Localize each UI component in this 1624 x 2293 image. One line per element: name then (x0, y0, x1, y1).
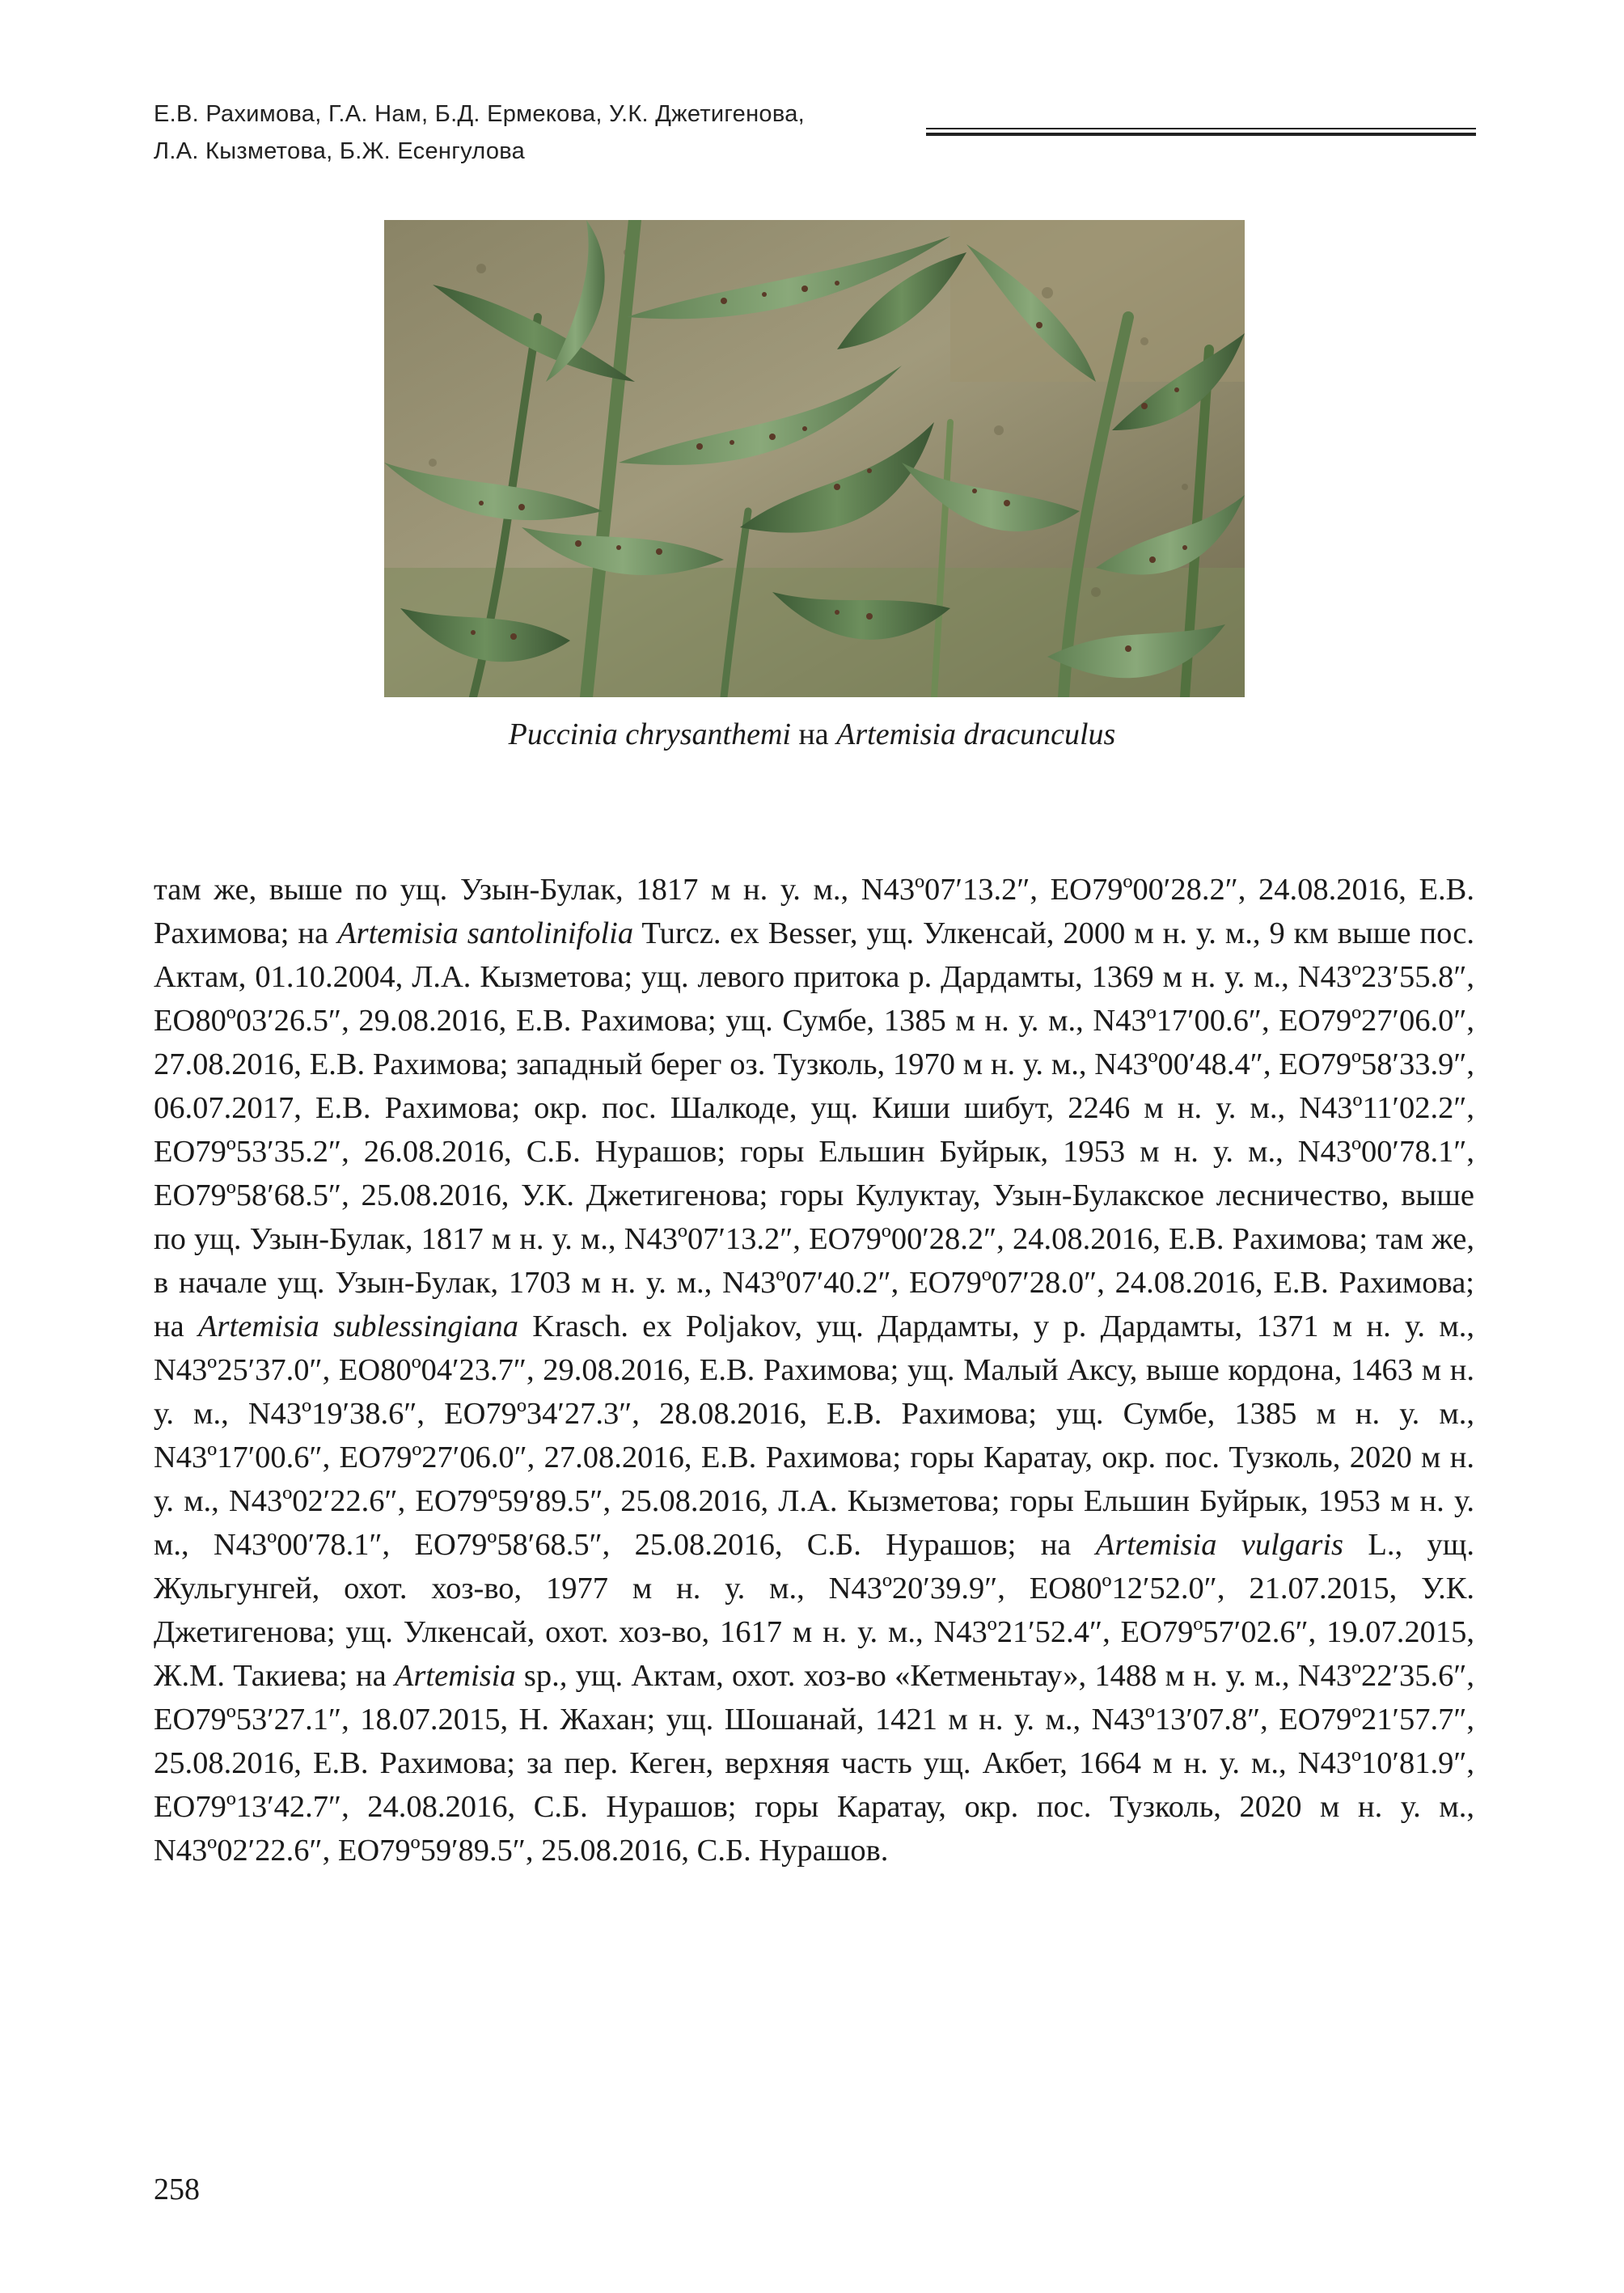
page-number: 258 (154, 2172, 200, 2206)
caption-preposition: на (790, 717, 837, 751)
authors-line-1: Е.В. Рахимова, Г.А. Нам, Б.Д. Ермекова, У.К. Джетигенова, (154, 101, 805, 127)
specimen-records-paragraph (154, 868, 1474, 1872)
authors-line-2: Л.А. Кызметова, Б.Ж. Есенгулова (154, 138, 526, 164)
text-segment: ущ. Актам, охот. хоз-во «Кетменьтау», 1488 м н. у. м., N43º22′35.6″, ЕО79º53′27.1″, 18.07.2015, Н. Жахан; ущ. Шошанай, 1421 м н. у. м., N43º13′07.8″, ЕО79º21′57.7″, 25.08.2016, Е.В. Рахимова; за пер. Кеген, верхняя часть ущ. Акбет, 1664 м н. у. м., N43º10′81.9″, ЕО79º13′42.7″, 24.08.2016, С.Б. Нурашов; горы Каратау, окр. пос. Тузколь, 2020 м н. у. м., N43º02′22.6″, ЕО79º59′89.5″, 25.08.2016, С.Б. Нурашов. (154, 1659, 1475, 1868)
caption-host: Artemisia dracunculus (836, 717, 1116, 751)
figure-photo-rust-on-artemisia (384, 220, 1245, 697)
text-segment: Krasch. ex Poljakov, ущ. Дардамты, у р. Дардамты, 1371 м н. у. м., N43º25′37.0″, ЕО80º04′23.7″, 29.08.2016, Е.В. Рахимова; ущ. Малый Аксу, выше кордона, 1463 м н. у. м., N43º19′38.6″, ЕО79º34′27.3″, 28.08.2016, Е.В. Рахимова; ущ. Сумбе, 1385 м н. у. м., N43º17′00.6″, ЕО79º27′06.0″, 27.08.2016, Е.В. Рахимова; горы Каратау, окр. пос. Тузколь, 2020 м н. у. м., N43º02′22.6″, ЕО79º59′89.5″, 25.08.2016, Л.А. Кызметова; горы Ельшин Буйрык, 1953 м н. у. м., N43º00′78.1″, ЕО79º58′68.5″, 25.08.2016, С.Б. Нурашов; на (154, 1309, 1474, 1562)
text-segment-italic: , (559, 1659, 568, 1693)
header-rule-thick (926, 133, 1476, 136)
caption-species: Puccinia chrysanthemi (508, 717, 791, 751)
text-segment: sp. (515, 1659, 560, 1693)
figure-caption (0, 714, 1624, 755)
running-header-authors (154, 95, 962, 170)
text-segment: L., ущ. Жульгунгей, охот. хоз-во, 1977 м н. у. м., N43º20′39.9″, ЕО80º12′52.0″, 21.07.2015, У.К. Джетигенова; ущ. Улкенсай, охот. хоз-во, 1617 м н. у. м., N43º21′52.4″, ЕО79º57′02.6″, 19.07.2015, Ж.М. Такиева; на (154, 1528, 1474, 1693)
text-segment-italic: Artemisia (394, 1659, 516, 1693)
header-double-rule (926, 128, 1476, 136)
text-segment-italic: Artemisia santolinifolia (337, 916, 634, 950)
text-segment-italic: Artemisia vulgaris (1095, 1528, 1343, 1562)
text-segment: там же, выше по ущ. Узын-Булак, 1817 м н. у. м., N43º07′13.2″, ЕО79º00′28.2″, 24.08.2016, Е.В. Рахимова; на (154, 873, 1474, 950)
text-segment: Turcz. ex Besser, ущ. Улкенсай, 2000 м н. у. м., 9 км выше пос. Актам, 01.10.2004, Л.А. Кызметова; ущ. левого притока р. Дардамты, 1369 м н. у. м., N43º23′55.8″, ЕО80º03′26.5″, 29.08.2016, Е.В. Рахимова; ущ. Сумбе, 1385 м н. у. м., N43º17′00.6″, ЕО79º27′06.0″, 27.08.2016, Е.В. Рахимова; западный берег оз. Тузколь, 1970 м н. у. м., N43º00′48.4″, ЕО79º58′33.9″, 06.07.2017, Е.В. Рахимова; окр. пос. Шалкоде, ущ. Киши шибут, 2246 м н. у. м., N43º11′02.2″, ЕО79º53′35.2″, 26.08.2016, С.Б. Нурашов; горы Ельшин Буйрык, 1953 м н. у. м., N43º00′78.1″, ЕО79º58′68.5″, 25.08.2016, У.К. Джетигенова; горы Кулуктау, Узын-Булакское лесничество, выше по ущ. Узын-Булак, 1817 м н. у. м., N43º07′13.2″, ЕО79º00′28.2″, 24.08.2016, Е.В. Рахимова; там же, в начале ущ. Узын-Булак, 1703 м н. у. м., N43º07′40.2″, ЕО79º07′28.0″, 24.08.2016, Е.В. Рахимова; на (154, 916, 1475, 1343)
text-segment-italic: Artemisia sublessingiana (198, 1309, 518, 1343)
header-rule-thin (926, 128, 1476, 129)
plant-photo-illustration (384, 220, 1245, 697)
